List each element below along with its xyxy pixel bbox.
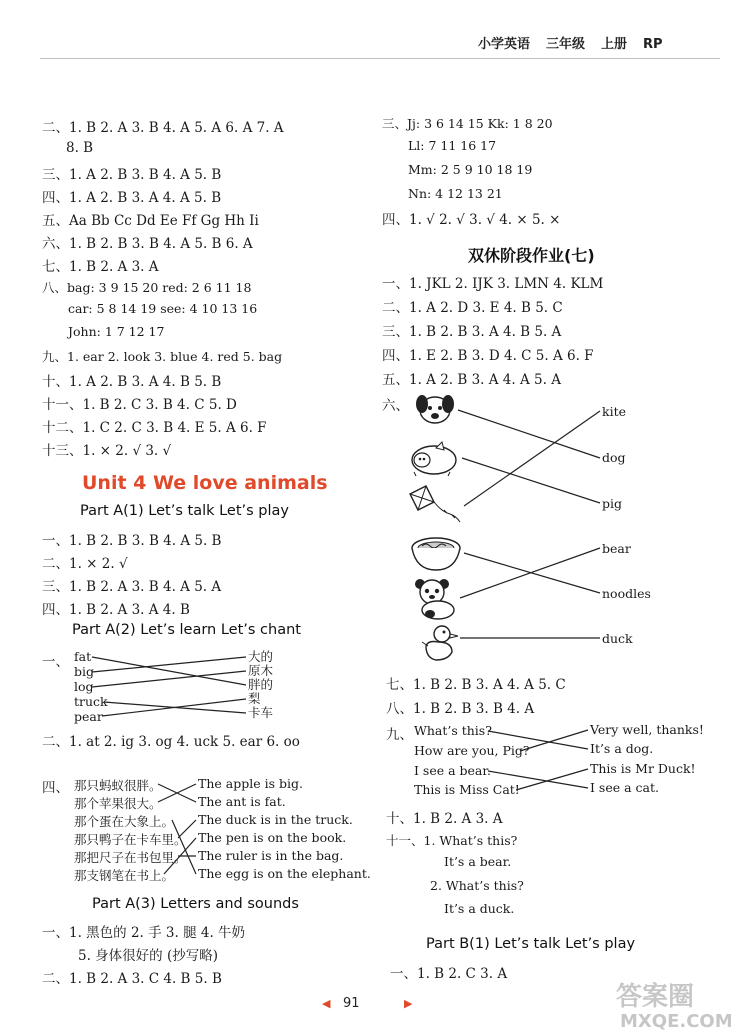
answer-line: Nn: 4 12 13 21 — [408, 186, 503, 201]
match-right-word: 大的 — [248, 649, 274, 664]
svg-text:答案圈: 答案圈 — [616, 982, 695, 1012]
match-right-sentence: I see a cat. — [590, 780, 659, 795]
match-right-sentence: The ant is fat. — [198, 794, 286, 809]
match-line — [516, 769, 588, 790]
match-left-word: fat — [74, 649, 92, 664]
answer-line: 四、1. √ 2. √ 3. √ 4. × 5. × — [382, 212, 561, 228]
match-left-word: big — [74, 664, 95, 679]
header-volume: 上册 — [601, 37, 628, 52]
answer-line: 一、1. B 2. B 3. B 4. A 5. B — [42, 533, 222, 549]
answer-line: 一、1. B 2. C 3. A — [390, 966, 508, 982]
answer-line: It’s a bear. — [444, 854, 512, 869]
answer-line: 三、1. B 2. B 3. A 4. B 5. A — [382, 324, 562, 340]
answer-line: 八、bag: 3 9 15 20 red: 2 6 11 18 — [42, 280, 252, 295]
answer-line: car: 5 8 14 19 see: 4 10 13 16 — [68, 301, 258, 316]
answer-line: 十三、1. × 2. √ 3. √ — [42, 443, 172, 459]
match-right-word: 梨 — [248, 691, 261, 706]
answer-line: 九、1. ear 2. look 3. blue 4. red 5. bag — [42, 349, 283, 364]
match-left-word: pear — [74, 709, 103, 724]
match-line — [92, 671, 246, 687]
answer-line: John: 1 7 12 17 — [68, 324, 165, 339]
answer-line: 五、1. A 2. B 3. A 4. A 5. A — [382, 372, 561, 388]
pig-picture — [406, 438, 462, 478]
kite-picture — [406, 484, 464, 526]
match-line — [520, 730, 588, 751]
match-line — [464, 553, 600, 593]
match-line — [464, 411, 600, 506]
duck-picture — [418, 622, 460, 664]
match-right-sentence: It’s a dog. — [590, 741, 654, 756]
match-word: duck — [602, 631, 633, 646]
match-right-word: 胖的 — [248, 677, 274, 692]
answer-line: 一、1. 黑色的 2. 手 3. 腿 4. 牛奶 — [42, 925, 246, 941]
match-word: bear — [602, 541, 631, 556]
answer-line: 三、1. B 2. A 3. B 4. A 5. A — [42, 579, 222, 595]
match-left-word: log — [74, 679, 94, 694]
answer-line: 十二、1. C 2. C 3. B 4. E 5. A 6. F — [42, 420, 267, 436]
match-prefix: 四、 — [42, 780, 69, 796]
next-page-icon[interactable]: ▶ — [404, 997, 413, 1010]
match-line — [458, 410, 600, 458]
match-left-word: truck — [74, 694, 108, 709]
unit-title: Unit 4 We love animals — [82, 472, 328, 494]
header-grade: 三年级 — [546, 37, 586, 52]
match-line — [104, 702, 246, 713]
answer-line: 十一、1. What’s this? — [386, 833, 518, 848]
answer-line: 五、Aa Bb Cc Dd Ee Ff Gg Hh Ii — [42, 213, 259, 229]
answer-line: 二、1. at 2. ig 3. og 4. uck 5. ear 6. oo — [42, 734, 300, 750]
answer-line: 十、1. A 2. B 3. A 4. B 5. B — [42, 374, 222, 390]
page-number: 91 — [343, 996, 360, 1011]
match-prefix: 一、 — [42, 654, 69, 670]
answer-line: 十一、1. B 2. C 3. B 4. C 5. D — [42, 397, 237, 413]
svg-text:MXQE.COM: MXQE.COM — [620, 1011, 733, 1031]
header-subject: 小学英语 — [478, 37, 531, 52]
match-right-sentence: Very well, thanks! — [590, 722, 704, 737]
match-word: noodles — [602, 586, 651, 601]
match-line — [158, 784, 196, 802]
match-right-sentence: This is Mr Duck! — [590, 761, 696, 776]
part-title: Part B(1) Let’s talk Let’s play — [426, 936, 636, 952]
match-left-sentence: This is Miss Cat! — [414, 782, 520, 797]
match-left-sentence: What’s this? — [414, 723, 492, 738]
bear-picture — [410, 576, 460, 620]
answer-line: 二、1. × 2. √ — [42, 556, 128, 572]
match-left-sentence: I see a bear. — [414, 763, 491, 778]
match-right-sentence: The pen is on the book. — [198, 830, 347, 845]
match-right-sentence: The egg is on the elephant. — [198, 866, 371, 881]
match-left-sentence: 那个蛋在大象上。 — [74, 814, 175, 829]
answer-line: 三、Jj: 3 6 14 15 Kk: 1 8 20 — [382, 116, 553, 131]
answer-line: 四、1. B 2. A 3. A 4. B — [42, 602, 190, 618]
match-prefix: 九、 — [386, 727, 413, 743]
answer-line: 六、1. B 2. B 3. B 4. A 5. B 6. A — [42, 236, 253, 252]
answer-line: 四、1. E 2. B 3. D 4. C 5. A 6. F — [382, 348, 594, 364]
match-line — [92, 657, 246, 672]
match-left-sentence: 那把尺子在书包里。 — [74, 850, 187, 865]
match-word: dog — [602, 450, 626, 465]
match-line — [460, 548, 600, 598]
header-edition: RP — [643, 37, 663, 52]
match-line — [462, 458, 600, 503]
match-left-sentence: 那只蚂蚁很胖。 — [74, 778, 162, 793]
match-right-word: 卡车 — [248, 705, 274, 720]
part-title: Part A(3) Letters and sounds — [92, 896, 299, 912]
match-line — [102, 699, 246, 716]
answer-line: 二、1. B 2. A 3. C 4. B 5. B — [42, 971, 222, 987]
match-word: pig — [602, 496, 623, 511]
section-title: 双休阶段作业(七) — [468, 246, 595, 265]
match-left-sentence: 那只鸭子在卡车里。 — [74, 832, 187, 847]
match-prefix: 六、 — [382, 398, 409, 414]
answer-line: 八、1. B 2. B 3. B 4. A — [386, 701, 535, 717]
answer-line: 三、1. A 2. B 3. B 4. A 5. B — [42, 167, 222, 183]
part-title: Part A(2) Let’s learn Let’s chant — [72, 622, 301, 638]
match-left-sentence: 那个苹果很大。 — [74, 796, 162, 811]
header-divider — [40, 58, 720, 59]
match-line — [92, 657, 246, 685]
answer-line: 二、1. A 2. D 3. E 4. B 5. C — [382, 300, 563, 316]
prev-page-icon[interactable]: ◀ — [322, 997, 331, 1010]
watermark-logo — [612, 975, 742, 1031]
answer-line: 十、1. B 2. A 3. A — [386, 811, 503, 827]
answer-line: 七、1. B 2. B 3. A 4. A 5. C — [386, 677, 566, 693]
answer-line: 8. B — [66, 140, 94, 156]
dog-picture — [412, 390, 458, 430]
match-word: kite — [602, 404, 626, 419]
answer-line: Mm: 2 5 9 10 18 19 — [408, 162, 533, 177]
match-left-sentence: How are you, Pig? — [414, 743, 530, 758]
match-right-sentence: The ruler is in the bag. — [198, 848, 344, 863]
match-left-sentence: 那支钢笔在书上。 — [74, 868, 175, 883]
answer-line: 一、1. JKL 2. IJK 3. LMN 4. KLM — [382, 276, 604, 292]
page-header — [478, 33, 679, 52]
match-line — [158, 784, 196, 802]
answer-line: 四、1. A 2. B 3. A 4. A 5. B — [42, 190, 222, 206]
answer-line: 2. What’s this? — [430, 878, 524, 893]
answer-line: 七、1. B 2. A 3. A — [42, 259, 159, 275]
answer-line: 5. 身体很好的 (抄写略) — [78, 948, 218, 964]
answer-line: It’s a duck. — [444, 901, 515, 916]
match-right-sentence: The duck is in the truck. — [198, 812, 353, 827]
match-right-word: 原木 — [248, 663, 274, 678]
match-right-sentence: The apple is big. — [198, 776, 303, 791]
part-title: Part A(1) Let’s talk Let’s play — [80, 503, 290, 519]
answer-line: Ll: 7 11 16 17 — [408, 138, 497, 153]
noodles-picture — [408, 532, 464, 574]
answer-line: 二、1. B 2. A 3. B 4. A 5. A 6. A 7. A — [42, 120, 284, 136]
